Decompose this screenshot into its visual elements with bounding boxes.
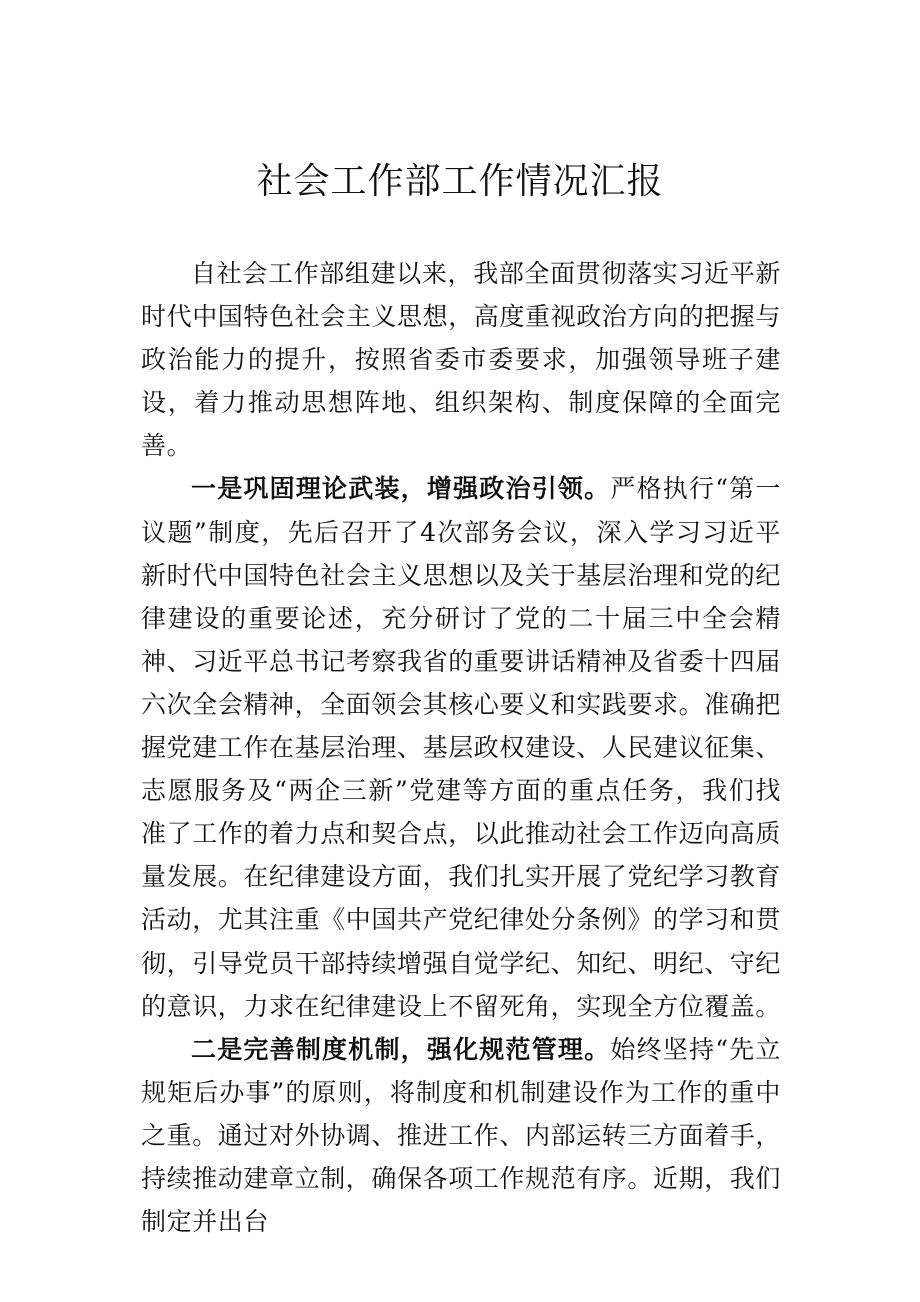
document-title: 社会工作部工作情况汇报 (256, 161, 664, 202)
paragraph-text: 始终坚持“先立规矩后办事”的原则，将制度和机制建设作为工作的重中之重。通过对外协调、推进工作、内部运转三方面着手，持续推动建章立制，确保各项工作规范有序。近期，我们制定并出台 (141, 1034, 782, 1237)
section-one-paragraph (141, 467, 781, 1027)
section-two-paragraph (141, 1028, 781, 1243)
section-one-heading: 一是巩固理论武装，增强政治引领。 (191, 474, 611, 504)
paragraph-text: 自社会工作部组建以来，我部全面贯彻落实习近平新时代中国特色社会主义思想，高度重视政治方向的把握与政治能力的提升，按照省委市委要求，加强领导班子建设，着力推动思想阵地、组织架构、制度保障的全面完善。 (141, 259, 782, 461)
intro-paragraph (141, 252, 781, 467)
paragraph-text: 严格执行“第一议题”制度，先后召开了4次部务会议，深入学习习近平新时代中国特色社会主义思想以及关于基层治理和党的纪律建设的重要论述，充分研讨了党的二十届三中全会精神、习近平总书记考察我省的重要讲话精神及省委十四届六次全会精神，全面领会其核心要义和实践要求。准确把握党建工作在基层治理、基层政权建设、人民建议征集、志愿服务及“两企三新”党建等方面的重点任务，我们找准了工作的着力点和契合点，以此推动社会工作迈向高质量发展。在纪律建设方面，我们扎实开展了党纪学习教育活动，尤其注重《中国共产党纪律处分条例》的学习和贯彻，引导党员干部持续增强自觉学纪、知纪、明纪、守纪的意识，力求在纪律建设上不留死角，实现全方位覆盖。 (141, 474, 782, 1021)
document-body (141, 252, 781, 1243)
section-two-heading: 二是完善制度机制，强化规范管理。 (191, 1034, 611, 1064)
